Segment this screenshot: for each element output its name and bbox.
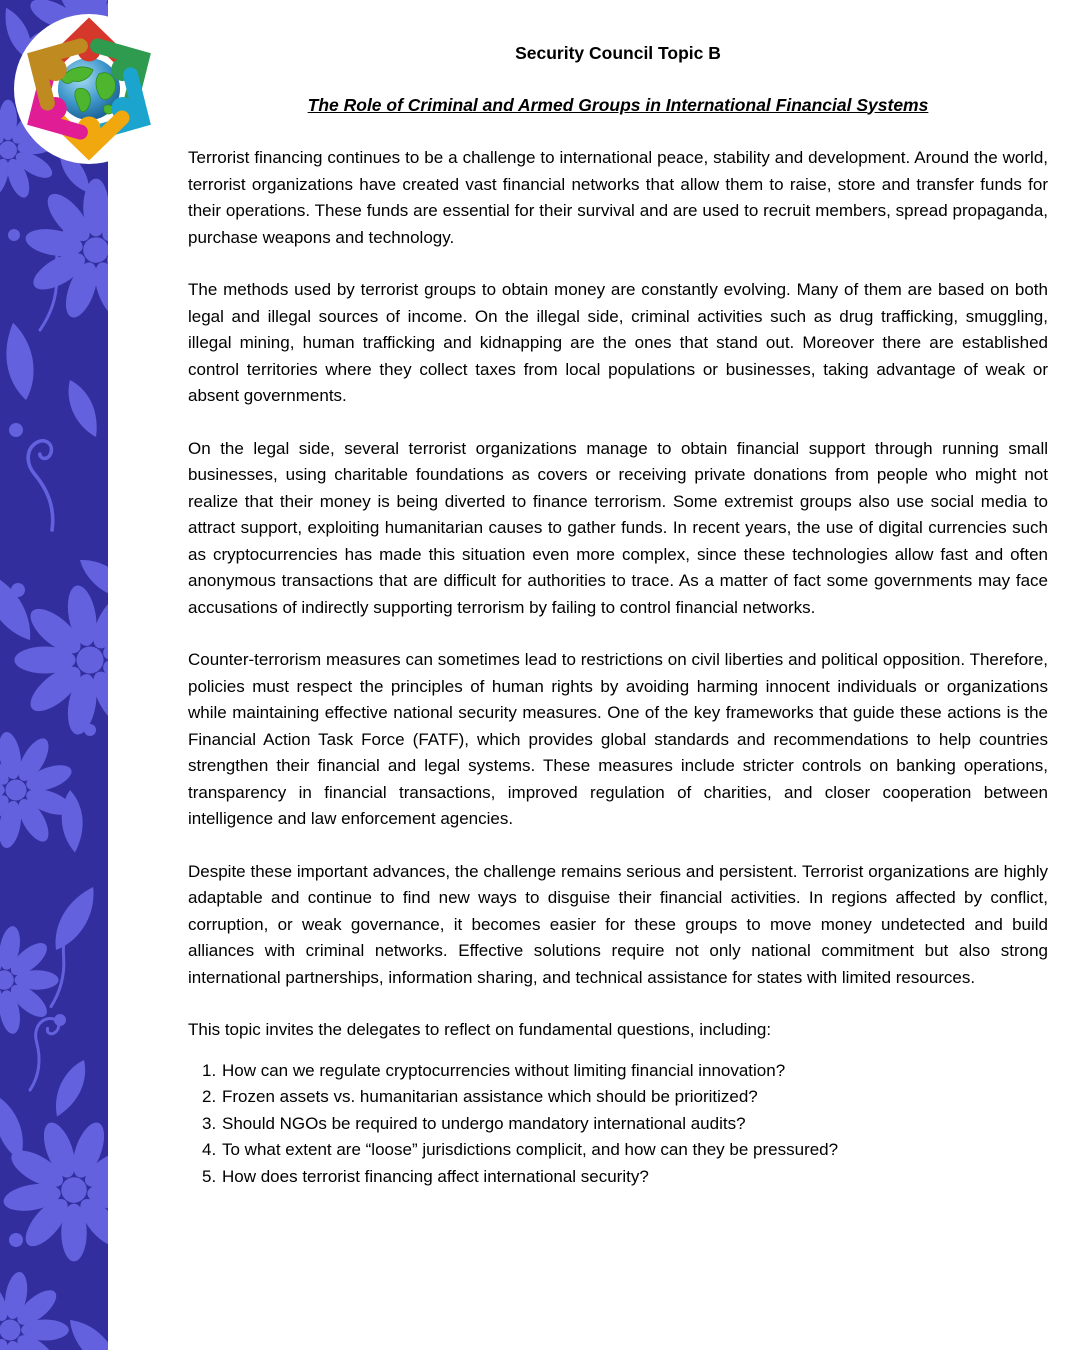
question-number: 1. <box>202 1060 217 1080</box>
question-number: 2. <box>202 1087 217 1106</box>
question-text: Frozen assets vs. humanitarian assistance which should be prioritized? <box>222 1087 758 1106</box>
questions-list <box>188 1058 1048 1191</box>
document-content <box>188 40 1048 1190</box>
question-item-5 <box>202 1164 1048 1191</box>
question-number: 5. <box>202 1166 217 1186</box>
question-text: Should NGOs be required to undergo mandatory international audits? <box>222 1113 746 1133</box>
people-holding-hands-around-globe-icon <box>13 13 165 165</box>
topic-title <box>188 92 1048 119</box>
question-number: 3. <box>202 1113 217 1133</box>
question-text: To what extent are “loose” jurisdictions complicit, and how can they be pressured? <box>222 1140 839 1159</box>
paragraph-methods: The methods used by terrorist groups to obtain money are constantly evolving. Many of them are based on both legal and illegal sources of income. On the illegal side, criminal activities such as drug trafficking, smuggling, illegal mining, human trafficking and kidnapping are the ones that stand out. Moreover there are established control territories where they collect taxes from local populations or businesses, taking advantage of weak or absent governments. <box>188 280 1048 405</box>
paragraph-legal-side: On the legal side, several terrorist organizations manage to obtain financial support through running small businesses, using charitable foundations as covers or receiving private donations from people who might not realize that their money is being diverted to finance terrorism. Some extremist groups also use social media to attract support, exploiting humanitarian causes to gather funds. In recent years, the use of digital currencies such as cryptocurrencies has made this situation even more complex, since these technologies allow fast and often anonymous transactions that are difficult for authorities to trace. As a matter of fact some governments may face accusations of indirectly supporting terrorism by failing to control financial networks. <box>188 438 1048 617</box>
paragraph-challenges: Despite these important advances, the challenge remains serious and persistent. Terrorist organizations are highly adaptable and continue to find new ways to disguise their financial activities. In regions affected by conflict, corruption, or weak governance, it becomes easier for these groups to move money undetected and build alliances with criminal networks. Effective solutions require not only national commitment but also strong international partnerships, information sharing, and technical assistance for states with limited resources. <box>188 861 1048 987</box>
unity-globe-logo <box>13 13 165 165</box>
question-item-2 <box>202 1084 1048 1111</box>
page-title: Security Council Topic B <box>515 43 721 63</box>
question-item-4 <box>202 1137 1048 1164</box>
paragraph-counter-terrorism: Counter-terrorism measures can sometimes lead to restrictions on civil liberties and political opposition. Therefore, policies must respect the principles of human rights by avoiding harming innocent individuals or organizations while maintaining effective national security measures. One of the key frameworks that guide these actions is the Financial Action Task Force (FATF), which provides global standards and recommendations to help countries strengthen their financial and legal systems. These measures include stricter controls on banking operations, transparency in financial transactions, improved regulation of charities, and closer cooperation between intelligence and law enforcement agencies. <box>188 650 1048 828</box>
decorative-floral-sidebar <box>0 0 108 1350</box>
question-item-1 <box>202 1058 1048 1085</box>
question-number: 4. <box>202 1140 217 1159</box>
question-text: How does terrorist financing affect international security? <box>222 1166 649 1186</box>
question-item-3 <box>202 1111 1048 1138</box>
floral-pattern-graphic <box>0 0 108 1350</box>
question-text: How can we regulate cryptocurrencies without limiting financial innovation? <box>222 1060 786 1080</box>
paragraph-terrorist-financing: Terrorist financing continues to be a challenge to international peace, stability and development. Around the world, terrorist organizations have created vast financial networks that allow them to raise, store and transfer funds for their operations. These funds are essential for their survival and are used to recruit members, spread propaganda, purchase weapons and technology. <box>188 148 1048 247</box>
questions-intro: This topic invites the delegates to reflect on fundamental questions, including: <box>188 1020 772 1039</box>
topic-title-text: The Role of Criminal and Armed Groups in International Financial Systems <box>307 94 929 115</box>
